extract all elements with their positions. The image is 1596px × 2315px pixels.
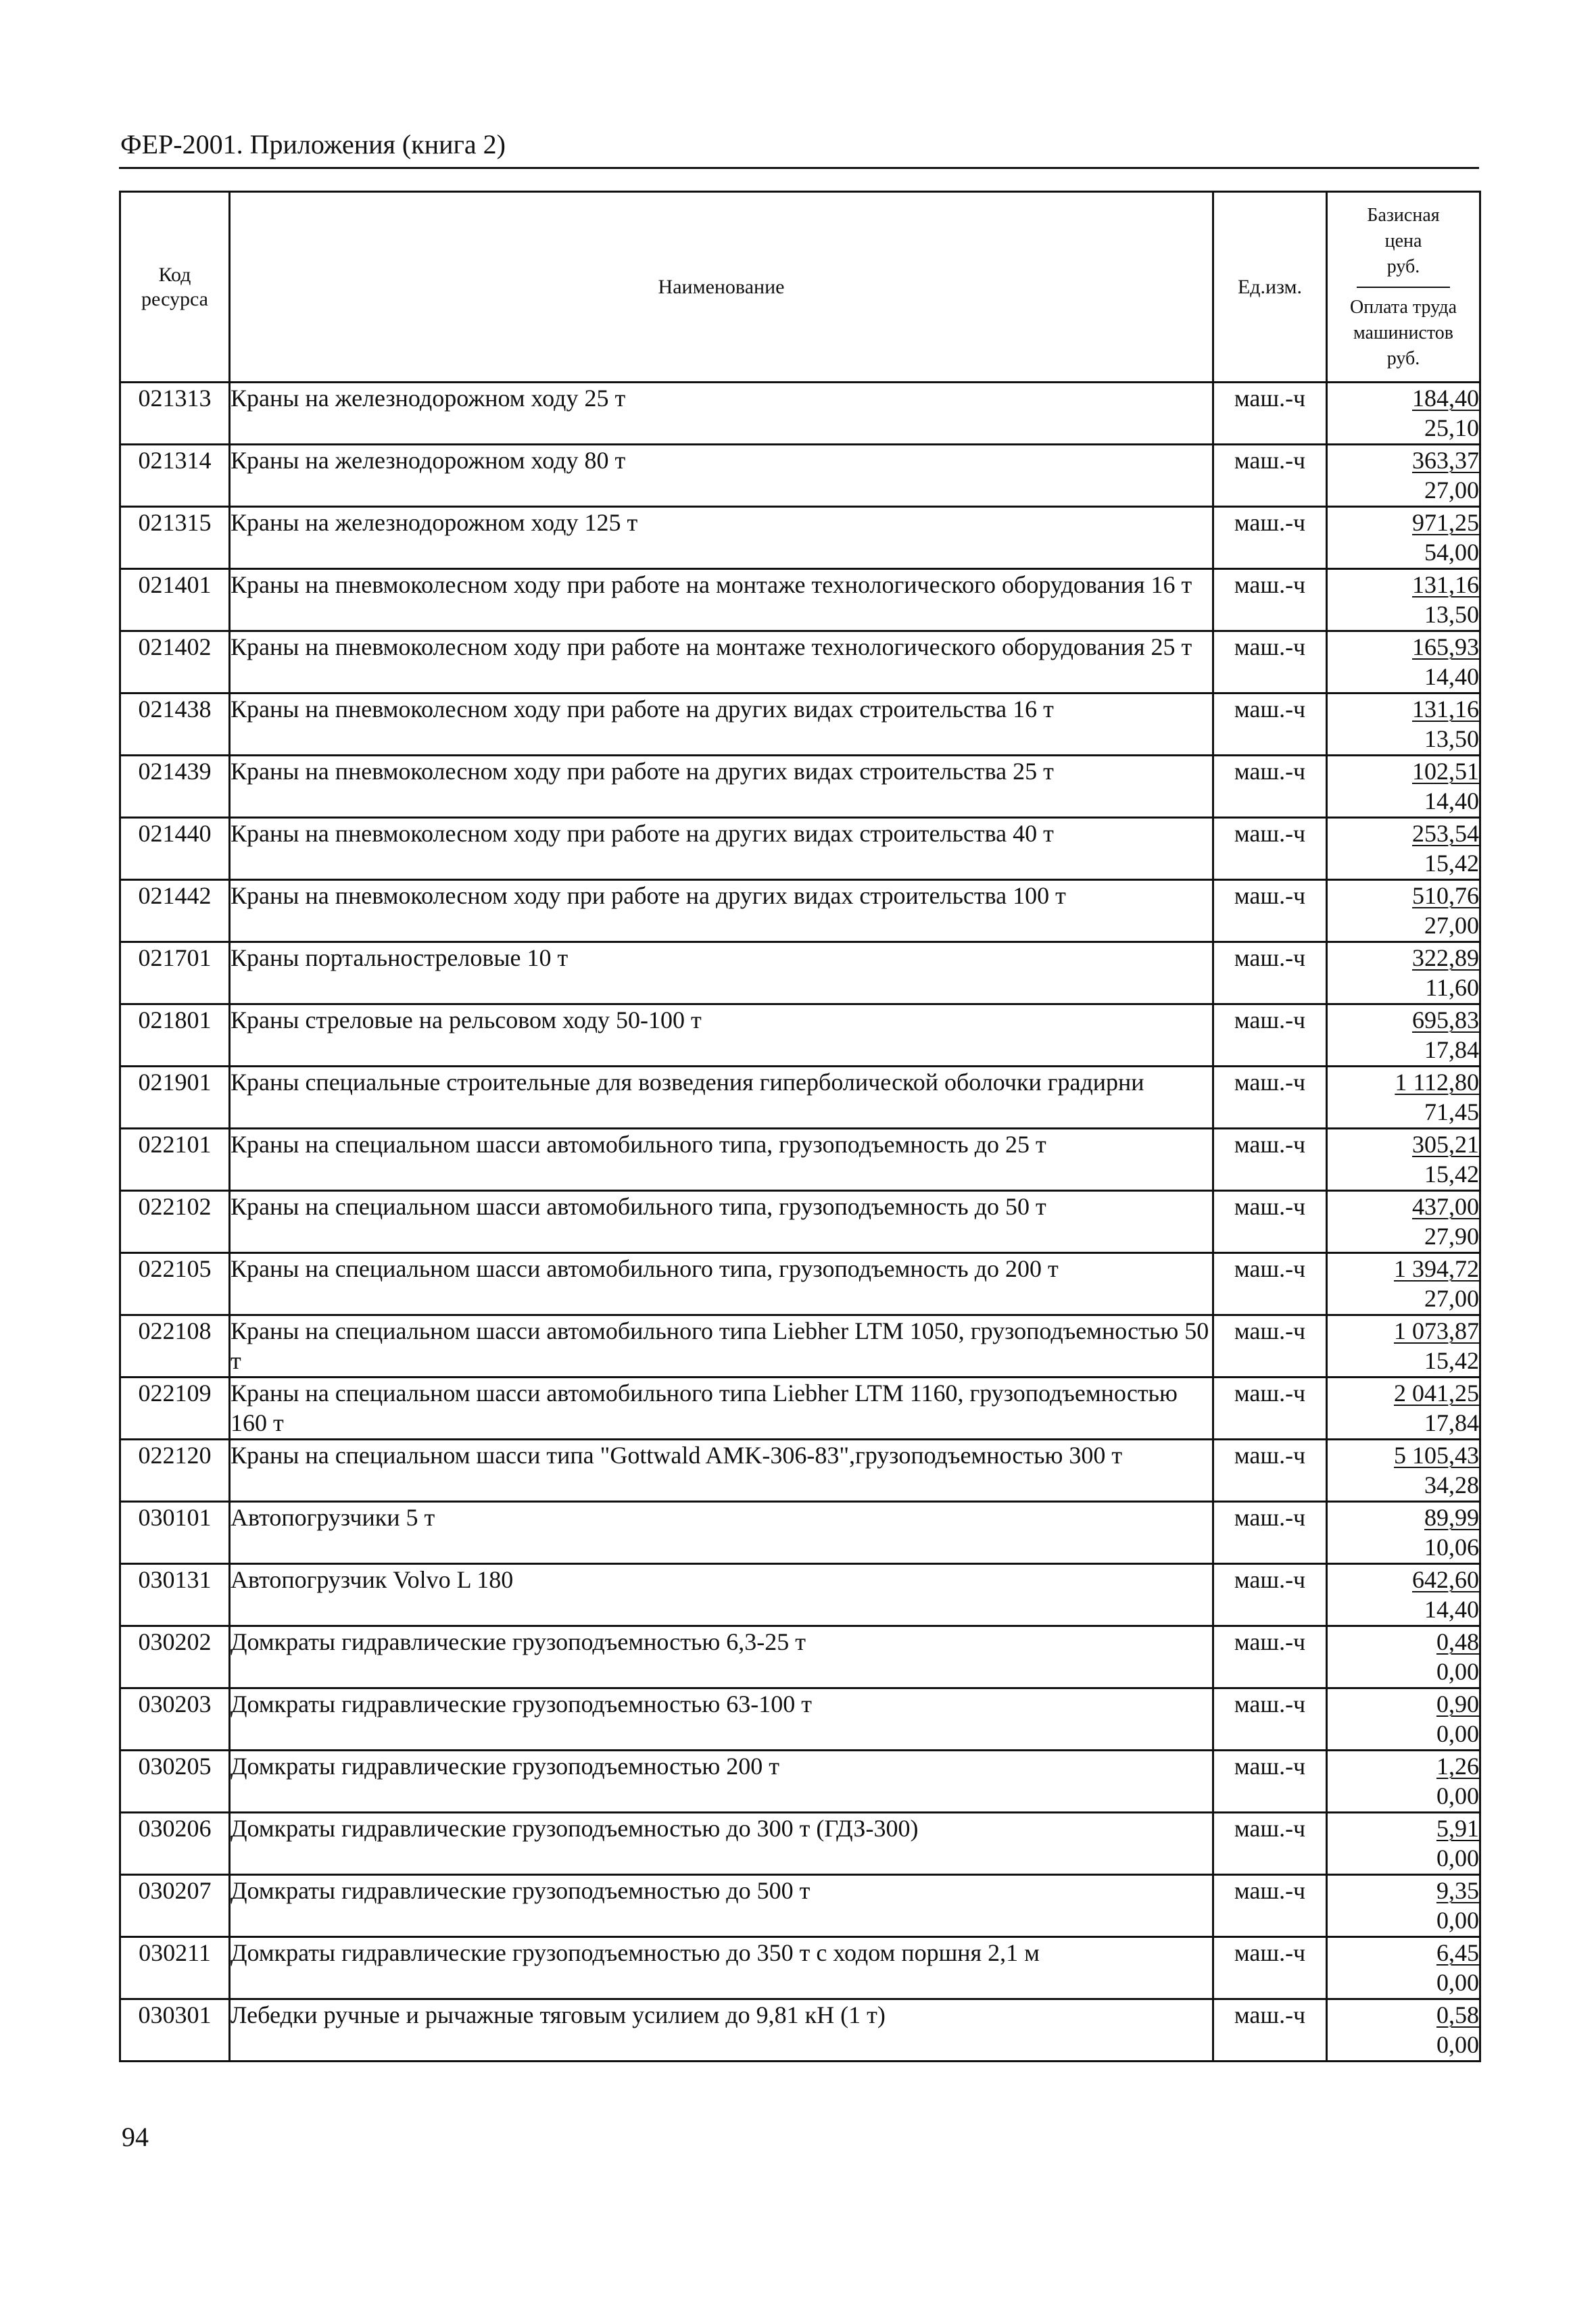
base-price: 971,25 (1412, 509, 1479, 536)
header-code (120, 192, 230, 383)
table-row (120, 507, 1480, 569)
resource-code: 022120 (120, 1440, 230, 1502)
table-row (120, 1751, 1480, 1813)
table-row (120, 1688, 1480, 1751)
resource-price (1327, 1626, 1480, 1688)
operator-pay: 0,00 (1436, 2031, 1479, 2058)
resource-unit: маш.-ч (1213, 942, 1327, 1004)
base-price: 1 394,72 (1394, 1255, 1479, 1282)
operator-pay: 15,42 (1424, 1161, 1479, 1188)
resource-price (1327, 1004, 1480, 1067)
header-code-line2: ресурса (141, 287, 208, 310)
resource-unit: маш.-ч (1213, 1626, 1327, 1688)
base-price: 510,76 (1412, 882, 1479, 909)
resource-unit: маш.-ч (1213, 693, 1327, 756)
resource-code: 030211 (120, 1937, 230, 1999)
resource-code: 021701 (120, 942, 230, 1004)
table-body (120, 383, 1480, 2062)
base-price: 253,54 (1412, 820, 1479, 847)
resource-name: Краны специальные строительные для возведения гиперболической оболочки градирни (230, 1067, 1213, 1129)
table-row (120, 1999, 1480, 2062)
resource-code: 030301 (120, 1999, 230, 2062)
table-row (120, 1875, 1480, 1937)
resource-price (1327, 1378, 1480, 1440)
resource-price (1327, 818, 1480, 880)
resource-price (1327, 693, 1480, 756)
table-row (120, 880, 1480, 942)
resource-code: 021314 (120, 445, 230, 507)
operator-pay: 0,00 (1436, 1658, 1479, 1685)
resource-unit: маш.-ч (1213, 1129, 1327, 1191)
resource-name: Автопогрузчик Volvo L 180 (230, 1564, 1213, 1626)
operator-pay: 0,00 (1436, 1969, 1479, 1996)
base-price: 0,90 (1436, 1690, 1479, 1717)
operator-pay: 0,00 (1436, 1720, 1479, 1747)
operator-pay: 34,28 (1424, 1471, 1479, 1498)
base-price: 6,45 (1436, 1939, 1479, 1966)
operator-pay: 13,50 (1424, 601, 1479, 628)
resource-unit: маш.-ч (1213, 1440, 1327, 1502)
resource-name: Домкраты гидравлические грузоподъемностью 63-100 т (230, 1688, 1213, 1751)
resource-code: 022101 (120, 1129, 230, 1191)
operator-pay: 14,40 (1424, 787, 1479, 814)
resource-code: 030207 (120, 1875, 230, 1937)
resource-unit: маш.-ч (1213, 1564, 1327, 1626)
resource-name: Краны на пневмоколесном ходу при работе на других видах строительства 25 т (230, 756, 1213, 818)
table-row (120, 1378, 1480, 1440)
table-row (120, 569, 1480, 631)
resource-unit: маш.-ч (1213, 507, 1327, 569)
table-row (120, 1315, 1480, 1378)
base-price: 9,35 (1436, 1877, 1479, 1904)
resource-price (1327, 1440, 1480, 1502)
operator-pay: 15,42 (1424, 850, 1479, 877)
table-row (120, 1191, 1480, 1253)
resource-unit: маш.-ч (1213, 1004, 1327, 1067)
resource-unit: маш.-ч (1213, 1751, 1327, 1813)
resource-price-table (119, 191, 1481, 2062)
resource-price (1327, 1688, 1480, 1751)
header-price (1327, 192, 1480, 383)
resource-price (1327, 445, 1480, 507)
header-price-bottom-2: машинистов (1353, 322, 1453, 343)
base-price: 184,40 (1412, 385, 1479, 412)
resource-code: 021315 (120, 507, 230, 569)
header-price-top-3: руб. (1386, 255, 1420, 277)
resource-unit: маш.-ч (1213, 1813, 1327, 1875)
resource-price (1327, 569, 1480, 631)
header-unit: Ед.изм. (1213, 192, 1327, 383)
base-price: 363,37 (1412, 447, 1479, 474)
resource-code: 021313 (120, 383, 230, 445)
table-row (120, 1502, 1480, 1564)
resource-unit: маш.-ч (1213, 1067, 1327, 1129)
resource-name: Краны на пневмоколесном ходу при работе на других видах строительства 16 т (230, 693, 1213, 756)
resource-unit: маш.-ч (1213, 631, 1327, 693)
resource-name: Домкраты гидравлические грузоподъемностью до 300 т (ГДЗ-300) (230, 1813, 1213, 1875)
operator-pay: 25,10 (1424, 414, 1479, 441)
base-price: 437,00 (1412, 1193, 1479, 1220)
operator-pay: 0,00 (1436, 1782, 1479, 1809)
page-header-title: ФЕР-2001. Приложения (книга 2) (120, 129, 506, 160)
resource-price (1327, 1751, 1480, 1813)
base-price: 165,93 (1412, 633, 1479, 660)
base-price: 322,89 (1412, 944, 1479, 971)
operator-pay: 27,00 (1424, 1285, 1479, 1312)
resource-unit: маш.-ч (1213, 1315, 1327, 1378)
table-row (120, 1813, 1480, 1875)
resource-name: Краны на пневмоколесном ходу при работе на монтаже технологического оборудования 25 т (230, 631, 1213, 693)
operator-pay: 27,00 (1424, 912, 1479, 939)
resource-price (1327, 1564, 1480, 1626)
base-price: 89,99 (1424, 1504, 1479, 1531)
table-row (120, 1129, 1480, 1191)
table-row (120, 445, 1480, 507)
table-row (120, 1440, 1480, 1502)
resource-price (1327, 1937, 1480, 1999)
base-price: 5 105,43 (1394, 1442, 1479, 1469)
resource-name: Краны на железнодорожном ходу 125 т (230, 507, 1213, 569)
resource-code: 021901 (120, 1067, 230, 1129)
table-row (120, 1564, 1480, 1626)
table-row (120, 383, 1480, 445)
page-number: 94 (122, 2122, 149, 2152)
base-price: 131,16 (1412, 696, 1479, 723)
resource-name: Домкраты гидравлические грузоподъемностью 6,3-25 т (230, 1626, 1213, 1688)
base-price: 102,51 (1412, 758, 1479, 785)
base-price: 1 112,80 (1395, 1069, 1479, 1096)
resource-unit: маш.-ч (1213, 1253, 1327, 1315)
resource-name: Домкраты гидравлические грузоподъемностью 200 т (230, 1751, 1213, 1813)
operator-pay: 0,00 (1436, 1845, 1479, 1872)
resource-price (1327, 942, 1480, 1004)
resource-unit: маш.-ч (1213, 756, 1327, 818)
resource-name: Лебедки ручные и рычажные тяговым усилием до 9,81 кН (1 т) (230, 1999, 1213, 2062)
operator-pay: 13,50 (1424, 725, 1479, 752)
resource-price (1327, 1253, 1480, 1315)
resource-code: 021402 (120, 631, 230, 693)
resource-name: Краны на специальном шасси автомобильного типа Liebher LTM 1050, грузоподъемностью 50 т (230, 1315, 1213, 1378)
resource-unit: маш.-ч (1213, 383, 1327, 445)
resource-price (1327, 1129, 1480, 1191)
base-price: 131,16 (1412, 571, 1479, 598)
resource-unit: маш.-ч (1213, 880, 1327, 942)
base-price: 305,21 (1412, 1131, 1479, 1158)
table-row (120, 1253, 1480, 1315)
header-price-top-1: Базисная (1367, 204, 1440, 226)
resource-name: Краны на железнодорожном ходу 25 т (230, 383, 1213, 445)
header-price-bottom-1: Оплата труда (1349, 296, 1457, 318)
operator-pay: 54,00 (1424, 539, 1479, 566)
resource-price (1327, 1999, 1480, 2062)
resource-unit: маш.-ч (1213, 1502, 1327, 1564)
header-name: Наименование (230, 192, 1213, 383)
table-row (120, 756, 1480, 818)
resource-unit: маш.-ч (1213, 1937, 1327, 1999)
resource-price (1327, 1813, 1480, 1875)
base-price: 1 073,87 (1394, 1317, 1479, 1344)
base-price: 642,60 (1412, 1566, 1479, 1593)
resource-code: 021438 (120, 693, 230, 756)
resource-price (1327, 1875, 1480, 1937)
base-price: 2 041,25 (1394, 1380, 1479, 1407)
table-header-row (120, 192, 1480, 383)
resource-unit: маш.-ч (1213, 569, 1327, 631)
base-price: 1,26 (1436, 1753, 1479, 1780)
resource-unit: маш.-ч (1213, 1875, 1327, 1937)
resource-name: Домкраты гидравлические грузоподъемностью до 350 т с ходом поршня 2,1 м (230, 1937, 1213, 1999)
resource-price (1327, 631, 1480, 693)
resource-name: Автопогрузчики 5 т (230, 1502, 1213, 1564)
resource-name: Краны на специальном шасси автомобильного типа Liebher LTM 1160, грузоподъемностью 160 т (230, 1378, 1213, 1440)
resource-code: 022105 (120, 1253, 230, 1315)
operator-pay: 14,40 (1424, 1596, 1479, 1623)
resource-name: Домкраты гидравлические грузоподъемностью до 500 т (230, 1875, 1213, 1937)
operator-pay: 17,84 (1424, 1036, 1479, 1063)
resource-code: 022108 (120, 1315, 230, 1378)
resource-unit: маш.-ч (1213, 818, 1327, 880)
base-price: 0,58 (1436, 2001, 1479, 2028)
operator-pay: 10,06 (1424, 1534, 1479, 1561)
operator-pay: 27,00 (1424, 477, 1479, 504)
resource-code: 030101 (120, 1502, 230, 1564)
header-price-bottom-3: руб. (1386, 347, 1420, 369)
operator-pay: 15,42 (1424, 1347, 1479, 1374)
resource-code: 021442 (120, 880, 230, 942)
operator-pay: 14,40 (1424, 663, 1479, 690)
resource-price (1327, 756, 1480, 818)
resource-price (1327, 880, 1480, 942)
resource-code: 022109 (120, 1378, 230, 1440)
resource-code: 030203 (120, 1688, 230, 1751)
resource-code: 030202 (120, 1626, 230, 1688)
table-row (120, 1004, 1480, 1067)
resource-code: 021440 (120, 818, 230, 880)
resource-name: Краны на специальном шасси автомобильного типа, грузоподъемность до 25 т (230, 1129, 1213, 1191)
resource-unit: маш.-ч (1213, 1999, 1327, 2062)
operator-pay: 71,45 (1424, 1098, 1479, 1125)
operator-pay: 0,00 (1436, 1907, 1479, 1934)
header-price-divider (1357, 287, 1450, 288)
resource-price (1327, 1315, 1480, 1378)
resource-name: Краны на пневмоколесном ходу при работе на других видах строительства 40 т (230, 818, 1213, 880)
resource-name: Краны на специальном шасси автомобильного типа, грузоподъемность до 50 т (230, 1191, 1213, 1253)
header-rule (119, 167, 1479, 169)
resource-price (1327, 1502, 1480, 1564)
resource-code: 021439 (120, 756, 230, 818)
resource-code: 022102 (120, 1191, 230, 1253)
table-row (120, 1067, 1480, 1129)
table-row (120, 818, 1480, 880)
header-code-line1: Код (158, 263, 191, 286)
table-row (120, 1937, 1480, 1999)
resource-code: 030205 (120, 1751, 230, 1813)
resource-unit: маш.-ч (1213, 1688, 1327, 1751)
table-row (120, 942, 1480, 1004)
header-price-top-2: цена (1384, 230, 1422, 251)
base-price: 0,48 (1436, 1628, 1479, 1655)
base-price: 5,91 (1436, 1815, 1479, 1842)
table-row (120, 693, 1480, 756)
resource-code: 021401 (120, 569, 230, 631)
resource-name: Краны на специальном шасси автомобильного типа, грузоподъемность до 200 т (230, 1253, 1213, 1315)
table-row (120, 631, 1480, 693)
resource-name: Краны на пневмоколесном ходу при работе на монтаже технологического оборудования 16 т (230, 569, 1213, 631)
table-row (120, 1626, 1480, 1688)
resource-unit: маш.-ч (1213, 1378, 1327, 1440)
resource-price (1327, 1191, 1480, 1253)
resource-code: 030206 (120, 1813, 230, 1875)
resource-name: Краны на пневмоколесном ходу при работе на других видах строительства 100 т (230, 880, 1213, 942)
resource-name: Краны стреловые на рельсовом ходу 50-100 т (230, 1004, 1213, 1067)
resource-name: Краны на железнодорожном ходу 80 т (230, 445, 1213, 507)
resource-unit: маш.-ч (1213, 1191, 1327, 1253)
operator-pay: 27,90 (1424, 1223, 1479, 1250)
operator-pay: 11,60 (1425, 974, 1479, 1001)
resource-price (1327, 383, 1480, 445)
resource-price (1327, 507, 1480, 569)
operator-pay: 17,84 (1424, 1409, 1479, 1436)
resource-unit: маш.-ч (1213, 445, 1327, 507)
resource-code: 021801 (120, 1004, 230, 1067)
base-price: 695,83 (1412, 1006, 1479, 1033)
resource-price (1327, 1067, 1480, 1129)
resource-name: Краны на специальном шасси типа "Gottwald AMK-306-83",грузоподъемностью 300 т (230, 1440, 1213, 1502)
resource-code: 030131 (120, 1564, 230, 1626)
resource-name: Краны портальнострелoвые 10 т (230, 942, 1213, 1004)
